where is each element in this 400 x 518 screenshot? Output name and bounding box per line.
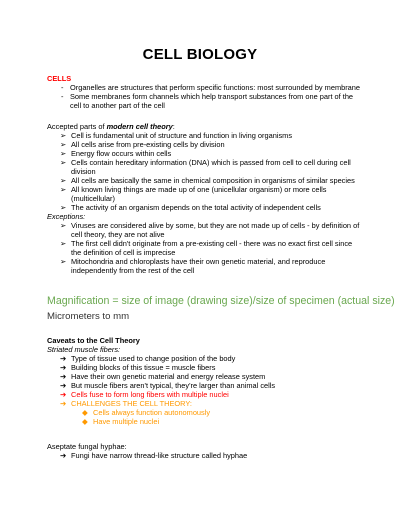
challenges-heading: CHALLENGES THE CELL THEORY:: [71, 399, 192, 408]
arrowhead-bullet-icon: ➢: [60, 239, 67, 248]
arrowhead-bullet-icon: ➢: [60, 203, 67, 212]
theory-intro: [47, 122, 175, 131]
arrowhead-bullet-icon: ➢: [60, 131, 67, 140]
theory-item: All known living things are made up of one (unicellular organism) or more cells: [71, 185, 327, 194]
arrow-bullet-icon: ➔: [60, 451, 67, 460]
challenge-item: Cells always function autonomously: [93, 408, 211, 417]
theory-intro-suffix: :: [172, 122, 175, 131]
exceptions-heading: Exceptions:: [47, 212, 86, 221]
cells-item: Some membranes form channels which help transport substances from one part of the: [70, 92, 354, 101]
theory-item: Energy flow occurs within cells: [71, 149, 172, 158]
arrow-bullet-icon: ➔: [60, 390, 67, 399]
theory-item: Cells contain hereditary information (DNA) which is passed from cell to cell during cell: [71, 158, 351, 167]
page-title: CELL BIOLOGY: [142, 46, 258, 63]
theory-item: The activity of an organism depends on the total activity of independent cells: [71, 203, 321, 212]
striated-item: But muscle fibers aren't typical, they're larger than animal cells: [71, 381, 276, 390]
exceptions-item: cell theory, they are not alive: [71, 230, 165, 239]
exceptions-item: independently from the rest of the cell: [71, 266, 195, 275]
magnification-formula: Magnification = size of image (drawing size)/size of specimen (actual size): [47, 295, 395, 307]
arrow-bullet-icon: ➔: [60, 354, 67, 363]
cells-heading: CELLS: [47, 74, 72, 83]
arrowhead-bullet-icon: ➢: [60, 185, 67, 194]
cells-item: Organelles are structures that perform specific functions: most surrounded by membrane: [70, 83, 361, 92]
theory-intro-prefix: Accepted parts of: [47, 122, 107, 131]
arrowhead-bullet-icon: ➢: [60, 158, 67, 167]
striated-item: Type of tissue used to change position of the body: [71, 354, 236, 363]
micrometers-note: Micrometers to mm: [47, 311, 130, 322]
diamond-bullet-icon: ◆: [82, 417, 88, 426]
challenge-item: Have multiple nuclei: [93, 417, 160, 426]
arrowhead-bullet-icon: ➢: [60, 140, 67, 149]
striated-item: Building blocks of this tissue = muscle fibers: [71, 363, 216, 372]
arrowhead-bullet-icon: ➢: [60, 176, 67, 185]
theory-item: (multicellular): [71, 194, 115, 203]
aseptate-heading: Aseptate fungal hyphae:: [47, 442, 127, 451]
theory-item: division: [71, 167, 96, 176]
exceptions-item: The first cell didn't originate from a pre-existing cell - there was no exact first cell since: [71, 239, 353, 248]
striated-item: Have their own genetic material and energy release system: [71, 372, 266, 381]
striated-item-highlight: Cells fuse to form long fibers with multiple nuclei: [71, 390, 229, 399]
dash-bullet-icon: -: [61, 92, 64, 101]
exceptions-item: Mitochondria and chloroplasts have their own genetic material, and reproduce: [71, 257, 326, 266]
dash-bullet-icon: -: [61, 83, 64, 92]
diamond-bullet-icon: ◆: [82, 408, 88, 417]
caveats-heading: Caveats to the Cell Theory: [47, 336, 140, 345]
arrow-bullet-icon: ➔: [60, 372, 67, 381]
theory-item: All cells arise from pre-existing cells by division: [71, 140, 225, 149]
arrow-bullet-icon: ➔: [60, 381, 67, 390]
aseptate-item: Fungi have narrow thread-like structure called hyphae: [71, 451, 248, 460]
cells-item: cell to another part of the cell: [70, 101, 165, 110]
arrowhead-bullet-icon: ➢: [60, 257, 67, 266]
exceptions-item: the definition of cell is imprecise: [71, 248, 176, 257]
theory-item: All cells are basically the same in chemical composition in organisms of similar species: [71, 176, 355, 185]
striated-heading: Striated muscle fibers:: [47, 345, 121, 354]
arrow-bullet-icon: ➔: [60, 363, 67, 372]
theory-intro-emphasis: modern cell theory: [106, 122, 173, 131]
arrow-bullet-icon: ➔: [60, 399, 67, 408]
arrowhead-bullet-icon: ➢: [60, 221, 67, 230]
theory-item: Cell is fundamental unit of structure and function in living organisms: [71, 131, 293, 140]
exceptions-item: Viruses are considered alive by some, but they are not made up of cells - by definition of: [71, 221, 360, 230]
arrowhead-bullet-icon: ➢: [60, 149, 67, 158]
